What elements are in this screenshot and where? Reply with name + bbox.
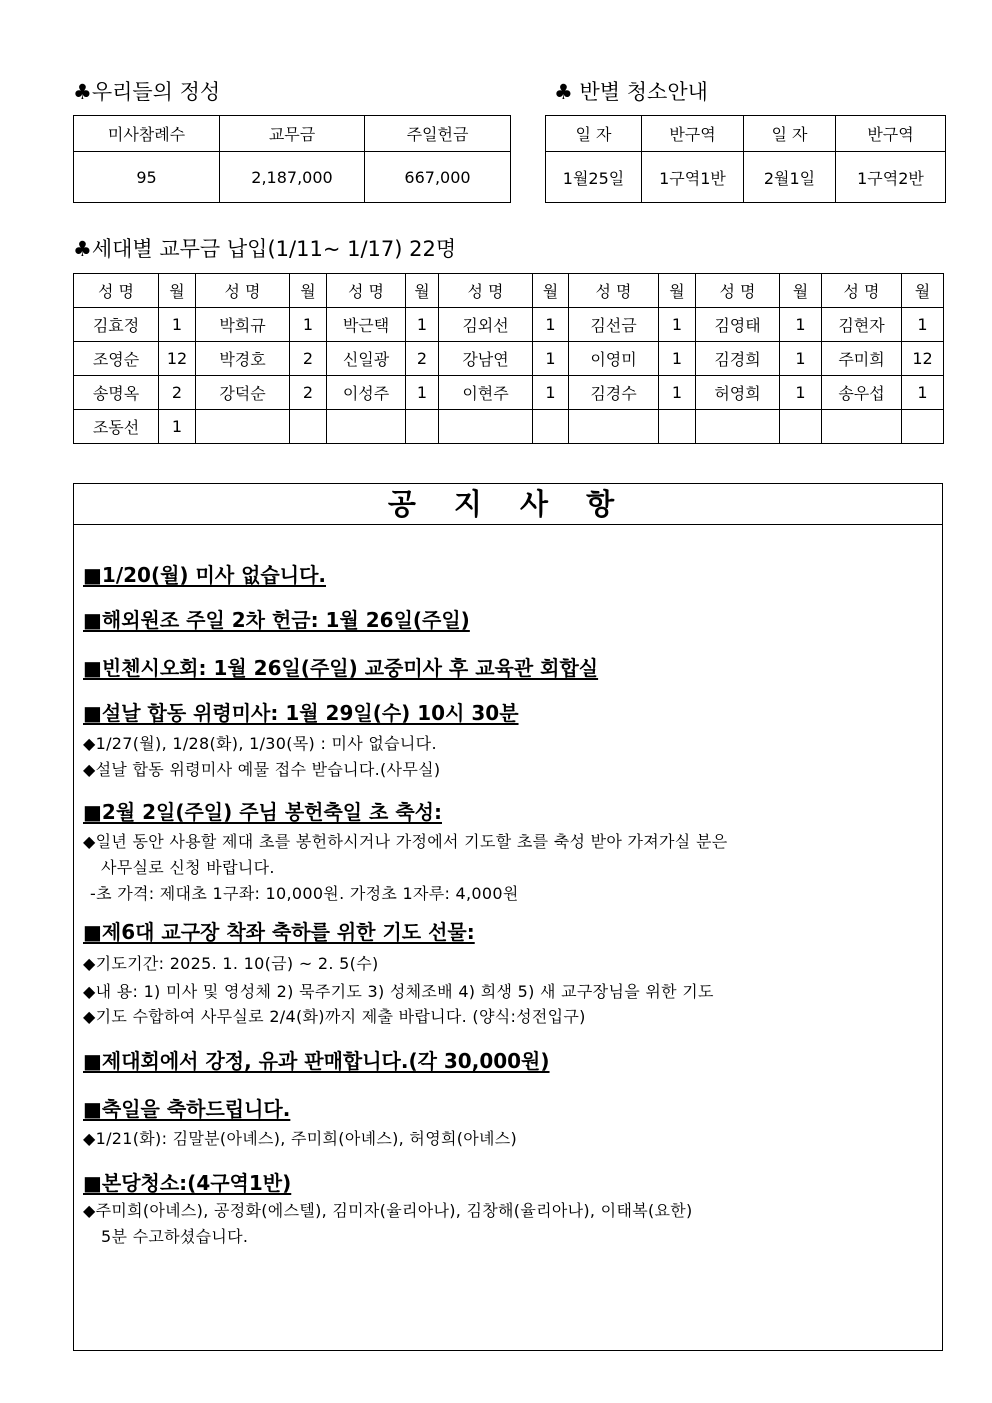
dues-cell-month: 12 [902, 342, 944, 376]
dues-cell-month: 1 [290, 308, 327, 342]
dues-cell-name: 주미희 [822, 342, 902, 376]
dues-cell-name: 조영순 [74, 342, 159, 376]
dues-cell-month: 1 [902, 376, 944, 410]
offering-table [73, 115, 511, 203]
dues-cell-month: 1 [533, 376, 569, 410]
dues-header-name: 성 명 [696, 274, 780, 308]
dues-cell-month [533, 410, 569, 444]
dues-cell-name: 김선금 [569, 308, 659, 342]
dues-cell-name: 김경수 [569, 376, 659, 410]
dues-cell-name: 허영희 [696, 376, 780, 410]
notice-line: ◆기도 수합하여 사무실로 2/4(화)까지 제출 바랍니다. (양식:성전입구) [83, 1007, 586, 1026]
dues-cell-name: 박근택 [327, 308, 406, 342]
cleaning-header-area-2: 반구역 [836, 116, 946, 152]
dues-cell-month: 12 [159, 342, 196, 376]
cleaning-value-area-1: 1구역1반 [642, 152, 744, 203]
dues-cell-name: 강덕순 [196, 376, 290, 410]
dues-cell-name: 김외선 [439, 308, 533, 342]
dues-cell-name: 조동선 [74, 410, 159, 444]
dues-cell-month [902, 410, 944, 444]
notice-line: ◆일년 동안 사용할 제대 초를 봉헌하시거나 가정에서 기도할 초를 축성 받아 가져가실 분은 [83, 832, 728, 851]
notice-box [73, 483, 943, 1351]
notice-heading-memorial-mass: ■설날 합동 위령미사: 1월 29일(수) 10시 30분 [83, 701, 519, 725]
notice-heading-sale: ■제대회에서 강정, 유과 판매합니다.(각 30,000원) [83, 1049, 550, 1073]
dues-cell-name: 신일광 [327, 342, 406, 376]
dues-header-month: 월 [659, 274, 696, 308]
cleaning-value-area-2: 1구역2반 [836, 152, 946, 203]
dues-cell-month: 1 [533, 342, 569, 376]
dues-cell-name: 송명옥 [74, 376, 159, 410]
dues-cell-month [290, 410, 327, 444]
notice-line: ◆1/27(월), 1/28(화), 1/30(목) : 미사 없습니다. [83, 734, 437, 753]
dues-header-name: 성 명 [196, 274, 290, 308]
dues-cell-month: 1 [406, 308, 439, 342]
notice-heading-no-mass: ■1/20(월) 미사 없습니다. [83, 563, 326, 587]
cleaning-value-date-1: 1월25일 [546, 152, 642, 203]
notice-line: ◆내 용: 1) 미사 및 영성체 2) 묵주기도 3) 성체조배 4) 희생 5) 새 교구장님을 위한 기도 [83, 982, 714, 1001]
notice-line: ◆주미희(아녜스), 공정화(에스텔), 김미자(율리아나), 김창해(율리아나), 이태복(요한) [83, 1201, 693, 1220]
notice-heading-cleaning: ■본당청소:(4구역1반) [83, 1171, 292, 1195]
offering-header-dues: 교무금 [220, 116, 365, 152]
notice-line: -초 가격: 제대초 1구좌: 10,000원. 가정초 1자루: 4,000원 [90, 884, 519, 903]
dues-cell-month: 1 [659, 376, 696, 410]
dues-cell-month: 2 [290, 376, 327, 410]
dues-cell-name [569, 410, 659, 444]
offering-value-dues: 2,187,000 [220, 152, 365, 203]
dues-header-month: 월 [290, 274, 327, 308]
dues-cell-name: 박경호 [196, 342, 290, 376]
dues-cell-month [780, 410, 822, 444]
notice-heading-overseas-aid: ■해외원조 주일 2차 헌금: 1월 26일(주일) [83, 608, 470, 632]
dues-header-month: 월 [780, 274, 822, 308]
dues-header-name: 성 명 [74, 274, 159, 308]
notice-line: ◆기도기간: 2025. 1. 10(금) ~ 2. 5(수) [83, 954, 379, 973]
dues-cell-month [659, 410, 696, 444]
dues-cell-name [196, 410, 290, 444]
dues-header-name: 성 명 [439, 274, 533, 308]
dues-cell-month [406, 410, 439, 444]
dues-cell-name: 이현주 [439, 376, 533, 410]
cleaning-value-date-2: 2월1일 [744, 152, 836, 203]
offering-header-sunday: 주일헌금 [365, 116, 511, 152]
dues-cell-month: 1 [902, 308, 944, 342]
notice-line: 사무실로 신청 바랍니다. [101, 858, 275, 877]
dues-cell-name [696, 410, 780, 444]
dues-header-name: 성 명 [822, 274, 902, 308]
dues-cell-month: 2 [159, 376, 196, 410]
notice-line: 5분 수고하셨습니다. [101, 1227, 249, 1246]
offering-title: ♣우리들의 정성 [73, 80, 221, 104]
dues-cell-name: 김영태 [696, 308, 780, 342]
dues-cell-month: 1 [159, 308, 196, 342]
dues-title: ♣세대별 교무금 납입(1/11~ 1/17) 22명 [73, 237, 457, 261]
dues-cell-name: 박희규 [196, 308, 290, 342]
dues-header-month: 월 [406, 274, 439, 308]
dues-header-month: 월 [159, 274, 196, 308]
dues-cell-name: 이영미 [569, 342, 659, 376]
dues-cell-month: 1 [659, 308, 696, 342]
notice-heading-vincent: ■빈첸시오회: 1월 26일(주일) 교중미사 후 교육관 회합실 [83, 656, 599, 680]
offering-header-attendance: 미사참례수 [74, 116, 220, 152]
offering-value-sunday: 667,000 [365, 152, 511, 203]
cleaning-header-date-1: 일 자 [546, 116, 642, 152]
offering-value-attendance: 95 [74, 152, 220, 203]
dues-cell-month: 1 [780, 342, 822, 376]
dues-cell-month: 1 [159, 410, 196, 444]
dues-cell-month: 1 [406, 376, 439, 410]
dues-cell-name [439, 410, 533, 444]
notice-heading-feast: ■축일을 축하드립니다. [83, 1097, 291, 1121]
cleaning-table [545, 115, 946, 203]
dues-cell-month: 2 [290, 342, 327, 376]
dues-header-name: 성 명 [569, 274, 659, 308]
notice-line: ◆1/21(화): 김말분(아녜스), 주미희(아녜스), 허영희(아녜스) [83, 1129, 518, 1148]
dues-cell-name: 이성주 [327, 376, 406, 410]
dues-cell-name: 송우섭 [822, 376, 902, 410]
dues-header-month: 월 [533, 274, 569, 308]
dues-cell-name: 강남연 [439, 342, 533, 376]
cleaning-header-area-1: 반구역 [642, 116, 744, 152]
dues-header-name: 성 명 [327, 274, 406, 308]
notice-heading-candle: ■2월 2일(주일) 주님 봉헌축일 초 축성: [83, 800, 442, 824]
dues-cell-month: 1 [659, 342, 696, 376]
notice-line: ◆설날 합동 위령미사 예물 접수 받습니다.(사무실) [83, 760, 441, 779]
cleaning-header-date-2: 일 자 [744, 116, 836, 152]
dues-cell-month: 2 [406, 342, 439, 376]
cleaning-title: ♣ 반별 청소안내 [554, 80, 708, 104]
notice-heading-prayer-gift: ■제6대 교구장 착좌 축하를 위한 기도 선물: [83, 920, 475, 944]
dues-cell-month: 1 [780, 376, 822, 410]
dues-table [73, 273, 944, 444]
notice-title: 공 지 사 항 [74, 484, 942, 525]
dues-header-month: 월 [902, 274, 944, 308]
dues-cell-name: 김효정 [74, 308, 159, 342]
dues-cell-month: 1 [533, 308, 569, 342]
dues-cell-name [327, 410, 406, 444]
dues-cell-name: 김경희 [696, 342, 780, 376]
dues-cell-month: 1 [780, 308, 822, 342]
dues-cell-name: 김현자 [822, 308, 902, 342]
dues-cell-name [822, 410, 902, 444]
